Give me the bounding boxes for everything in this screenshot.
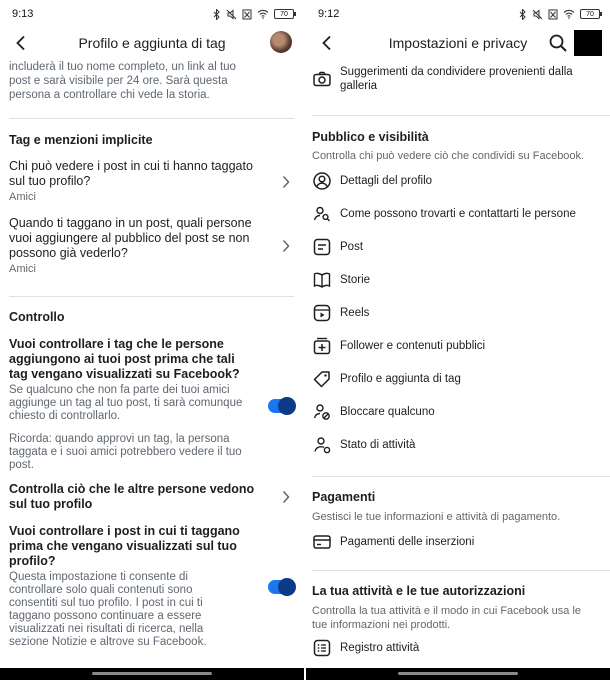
back-arrow-icon [15,35,27,51]
followers-icon [312,336,332,356]
item-label: Storie [340,273,371,286]
chevron-right-icon [280,237,292,255]
battery-indicator: 70 [274,9,294,19]
review-posts-question: Vuoi controllare i post in cui ti taggano prima che vengano visualizzati sul tuo profilo? [9,524,240,568]
mute-icon [226,9,237,20]
view-as-row[interactable] [9,482,294,512]
public-section-title: Pubblico e visibilità [312,130,429,144]
status-bar [306,0,610,28]
left-content [0,58,304,668]
left-screen [0,0,304,680]
item-label: Bloccare qualcuno [340,405,435,418]
item-label: Post [340,240,364,253]
app-bar [306,28,610,58]
battery-indicator: 70 [580,9,600,19]
item-label: Stato di attività [340,438,416,451]
home-indicator[interactable] [398,672,518,675]
tags-section-title: Tag e menzioni implicite [9,133,153,147]
back-arrow-icon [321,35,333,51]
activity-section-title: La tua attività e le tue autorizzazioni [312,584,526,598]
block-item[interactable] [306,395,610,428]
review-posts-description: Questa impostazione ti consente di controllare solo quali contenuti sono consentiti sul tuo profilo. I post in cui ti taggano possono continuare a essere visualizzati nei risultati di ricerca, nella sezione Notizie e altrove su Facebook. [9,571,207,648]
find-contact-item[interactable] [306,197,610,230]
status-time: 9:13 [12,8,34,20]
public-section-subtitle: Controlla chi può vedere ciò che condividi su Facebook. [312,150,585,162]
block-icon [312,402,332,422]
row-value: Amici [9,263,36,275]
control-section-title: Controllo [9,310,65,324]
item-label: Pagamenti delle inserzioni [340,535,475,548]
posts-item[interactable] [306,230,610,263]
navigation-bar [306,668,610,680]
status-time: 9:12 [318,8,340,20]
right-screen [306,0,610,680]
status-icons [519,9,600,20]
followers-item[interactable] [306,329,610,362]
payments-section-title: Pagamenti [312,490,376,504]
item-label: Dettagli del profilo [340,174,433,187]
item-label: Reels [340,306,370,319]
home-indicator[interactable] [92,672,212,675]
view-as-label: Controlla ciò che le altre persone vedono sul tuo profilo [9,482,255,511]
wifi-icon [257,9,269,19]
search-icon [549,34,567,52]
status-bar [0,0,304,28]
camera-icon [312,69,332,89]
item-label: Profilo e aggiunta di tag [340,372,461,385]
right-content [306,58,610,668]
navigation-bar [0,668,304,680]
stories-icon [312,270,332,290]
chevron-right-icon [280,173,292,191]
tagged-posts-visibility-row[interactable] [9,159,294,204]
avatar[interactable] [270,31,292,53]
activity-log-item[interactable] [306,631,610,664]
wifi-icon [563,9,575,19]
bluetooth-icon [519,9,527,20]
item-label: Follower e contenuti pubblici [340,339,486,352]
no-sim-icon [242,9,252,20]
review-tags-row[interactable] [9,337,294,423]
status-icons [213,9,294,20]
activity-section-subtitle: Controlla la tua attività e il modo in cui Facebook usa le tue informazioni nei prodotti. [312,605,582,631]
page-title: Profilo e aggiunta di tag [78,35,226,51]
review-tags-note: Ricorda: quando approvi un tag, la persona taggata e i suoi amici potrebbero vedere il tuo post. [9,433,242,471]
stories-item[interactable] [306,263,610,296]
mute-icon [532,9,543,20]
row-value: Amici [9,191,36,203]
payments-section-subtitle: Gestisci le tue informazioni e attività di pagamento. [312,511,561,523]
ad-payments-item[interactable] [306,525,610,558]
page-title: Impostazioni e privacy [388,35,528,51]
item-label: Registro attività [340,641,420,654]
chevron-right-icon [280,488,292,506]
search-button[interactable] [546,31,570,55]
app-bar [0,28,304,58]
separator [9,296,294,297]
review-tags-description: Se qualcuno che non fa parte dei tuoi amici aggiunge un tag al tuo post, ti sarà comunque chiesto di controllarlo. [9,384,243,422]
activity-status-item[interactable] [306,428,610,461]
card-icon [312,532,332,552]
separator [9,118,294,119]
item-label: Suggerimenti da condividere provenienti dalla galleria [340,66,573,92]
toggle-knob [278,578,296,596]
back-button[interactable] [10,32,32,54]
review-posts-row[interactable] [9,524,294,649]
reels-item[interactable] [306,296,610,329]
tag-icon [312,369,332,389]
gallery-suggestions-item[interactable] [306,59,610,99]
review-posts-toggle[interactable] [268,580,294,594]
find-people-icon [312,204,332,224]
back-button[interactable] [316,32,338,54]
item-label: Come possono trovarti e contattarti le persone [340,207,576,220]
no-sim-icon [548,9,558,20]
reels-icon [312,303,332,323]
row-question: Chi può vedere i post in cui ti hanno taggato sul tuo profilo? [9,159,253,188]
review-tags-question: Vuoi controllare i tag che le persone aggiungono ai tuoi post prima che tali tag vengano visualizzati su Facebook? [9,337,240,381]
profile-tagging-item[interactable] [306,362,610,395]
activity-status-icon [312,435,332,455]
tag-audience-row[interactable] [9,216,294,276]
activity-log-icon [312,638,332,658]
redacted-box [574,30,602,56]
toggle-knob [278,397,296,415]
profile-icon [312,171,332,191]
review-tags-toggle[interactable] [268,399,294,413]
separator [312,476,610,477]
separator [312,570,610,571]
separator [312,115,610,116]
bluetooth-icon [213,9,221,20]
intro-text: includerà il tuo nome completo, un link al tuo post e sarà visibile per 24 ore. Sarà questa persona a controllare chi vede la storia. [9,61,236,101]
profile-details-item[interactable] [306,164,610,197]
post-icon [312,237,332,257]
row-question: Quando ti taggano in un post, quali persone vuoi aggiungere al pubblico del post se non possono già vederlo? [9,216,252,260]
